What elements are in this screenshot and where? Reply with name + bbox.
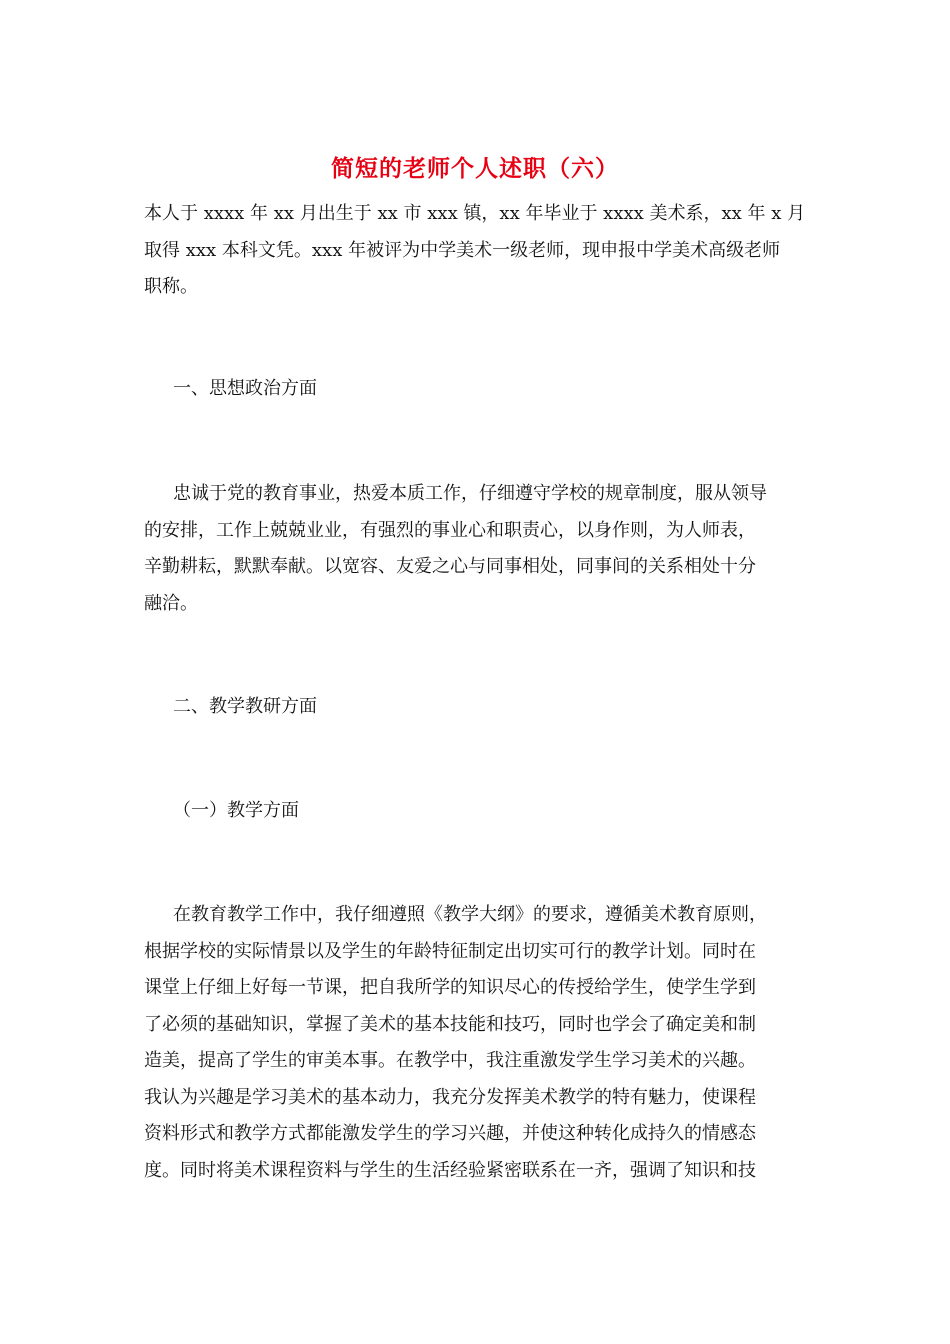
intro-line: 本人于 xxxx 年 xx 月出生于 xx 市 xxx 镇，xx 年毕业于 xxxx 美术系，xx 年 x 月 bbox=[144, 203, 806, 224]
intro-paragraph bbox=[144, 196, 810, 306]
paragraph-line: 根据学校的实际情景以及学生的年龄特征制定出切实可行的教学计划。同时在 bbox=[144, 940, 756, 962]
paragraph-line: 辛勤耕耘，默默奉献。以宽容、友爱之心与同事相处，同事间的关系相处十分 bbox=[144, 556, 756, 577]
political-paragraph bbox=[144, 476, 810, 622]
subsection-heading-teaching: （一）教学方面 bbox=[173, 800, 299, 821]
paragraph-line: 融洽。 bbox=[144, 592, 198, 614]
paragraph-line: 课堂上仔细上好每一节课，把自我所学的知识尽心的传授给学生，使学生学到 bbox=[144, 977, 756, 998]
paragraph-line: 的安排，工作上兢兢业业，有强烈的事业心和职责心，以身作则，为人师表， bbox=[144, 519, 756, 541]
paragraph-line: 了必须的基础知识，掌握了美术的基本技能和技巧，同时也学会了确定美和制 bbox=[144, 1013, 756, 1035]
paragraph-line: 度。同时将美术课程资料与学生的生活经验紧密联系在一齐，强调了知识和技 bbox=[144, 1159, 756, 1181]
paragraph-line: 资料形式和教学方式都能激发学生的学习兴趣，并使这种转化成持久的情感态 bbox=[144, 1123, 756, 1144]
paragraph-line: 我认为兴趣是学习美术的基本动力，我充分发挥美术教学的特有魅力，使课程 bbox=[144, 1086, 756, 1108]
intro-line: 取得 xxx 本科文凭。xxx 年被评为中学美术一级老师，现申报中学美术高级老师 bbox=[144, 239, 781, 261]
section-heading-teaching: 二、教学教研方面 bbox=[173, 696, 317, 717]
section-heading-political: 一、思想政治方面 bbox=[173, 378, 317, 399]
paragraph-line: 忠诚于党的教育事业，热爱本质工作，仔细遵守学校的规章制度，服从领导 bbox=[173, 483, 767, 504]
teaching-paragraph bbox=[144, 897, 810, 1189]
paragraph-line: 造美，提高了学生的审美本事。在教学中，我注重激发学生学习美术的兴趣。 bbox=[144, 1050, 756, 1071]
paragraph-line: 在教育教学工作中，我仔细遵照《教学大纲》的要求，遵循美术教育原则， bbox=[173, 904, 767, 925]
document-title: 简短的老师个人述职（六） bbox=[331, 155, 619, 182]
intro-line: 职称。 bbox=[144, 276, 198, 297]
